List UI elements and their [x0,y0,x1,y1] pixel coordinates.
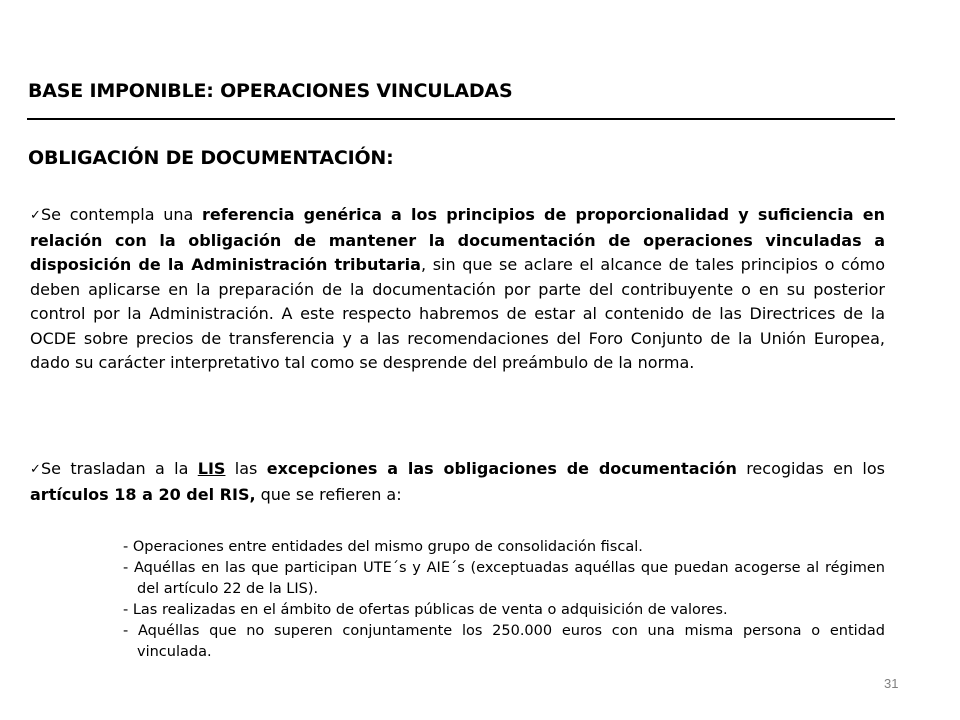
bullet-2-text-b: las [225,459,267,478]
bullet-1-bold-a: referencia genérica a los principios de proporcionalidad y suficiencia en relación con la obligación de mantener la documentación de operaciones vinculadas a disposición de la Administración tributaria [30,205,885,274]
list-item: - Aquéllas en las que participan UTE´s y AIE´s (exceptuadas aquéllas que puedan acogerse al régimen del artículo 22 de la LIS). [123,560,885,597]
title-divider [27,118,895,120]
checkmark-icon: ✓ [30,462,41,477]
checkmark-icon: ✓ [30,208,41,223]
bullet-2-text-c: recogidas en los [736,459,885,478]
bullet-paragraph-1 [30,203,885,376]
bullet-2-text-a: Se trasladan a la [41,459,198,478]
page-title: BASE IMPONIBLE: OPERACIONES VINCULADAS [28,80,513,102]
bullet-2-text-d: que se refieren a: [255,484,402,504]
bullet-2-bold-a: excepciones a las obligaciones de documentación [266,459,737,478]
page-number: 31 [884,676,899,691]
list-item: - Aquéllas que no superen conjuntamente los 250.000 euros con una misma persona o entidad vinculada. [123,623,885,660]
lis-reference: LIS [197,459,226,478]
bullet-1-text-b: , sin que se aclare el alcance de tales principios o cómo deben aplicarse en la preparación de la documentación por parte del contribuyente o en su posterior control por la Administración. A este respecto habremos de estar al contenido de las Directrices de la OCDE sobre precios de transferencia y a las recomendaciones del Foro Conjunto de la Unión Europea, dado su carácter interpretativo tal como se desprende del preámbulo de la norma. [30,255,885,372]
bullet-2-bold-b: artículos 18 a 20 del RIS, [30,484,256,504]
bullet-1-text-a: Se contempla una [41,205,203,224]
list-item: - Operaciones entre entidades del mismo grupo de consolidación fiscal. [123,539,643,555]
exceptions-list [123,537,885,663]
section-subtitle: OBLIGACIÓN DE DOCUMENTACIÓN: [28,147,394,169]
list-item: - Las realizadas en el ámbito de ofertas públicas de venta o adquisición de valores. [123,602,728,618]
bullet-paragraph-2 [30,457,885,507]
